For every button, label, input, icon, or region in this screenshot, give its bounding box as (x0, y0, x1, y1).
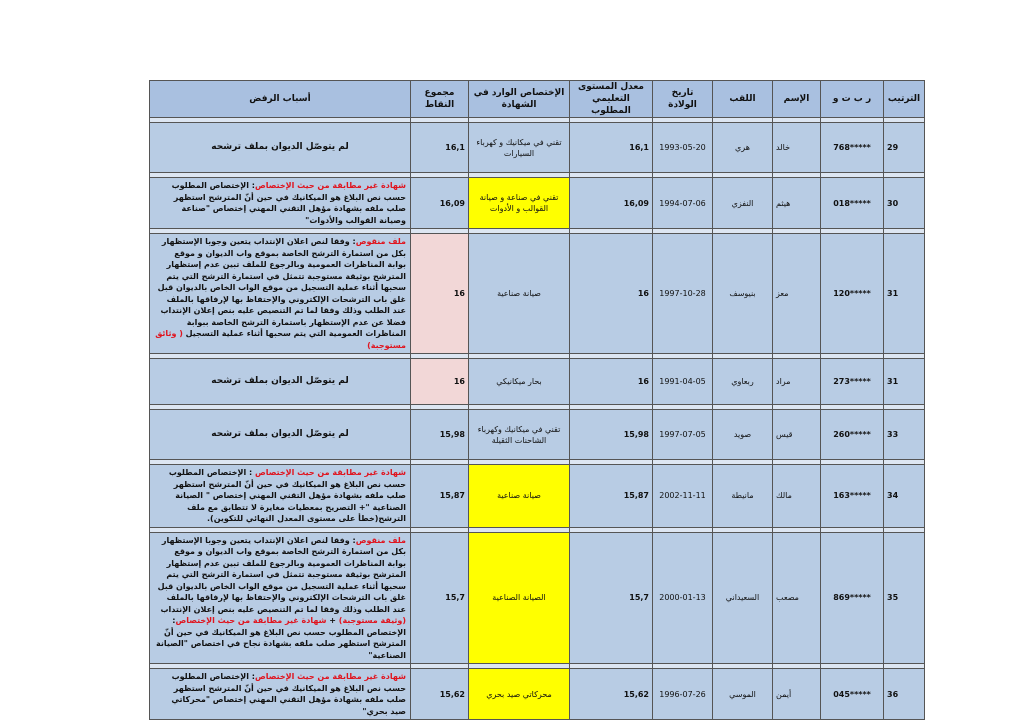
gpa-cell: 16 (570, 234, 653, 354)
gpa-cell: 15,62 (570, 669, 653, 720)
specialty-cell: تقني في ميكانيك وكهرباء الشاحنات الثقيلة (469, 410, 570, 460)
rank-cell: 31 (884, 359, 925, 405)
table-body (150, 118, 925, 720)
name-cell: مالك (773, 465, 821, 528)
surname-cell: النفزي (713, 178, 773, 229)
reason-text: : وفقا لنص اعلان الإنتداب يتعين وجوبا الإستظهار بكل من استمارة الترشح الخاصة بموقع واب الديوان و موقع بوابة المناظرات العمومية وبالرجوع للملف تبين عدم إستظهار المترشح بوثيقة مستوجبة تتمثل في استمارة الترشح التي يتم سحبها أثناء عملية التسجيل من موقع الواب الخاص بالديوان قبل غلق باب الترشحات الإلكتروني والإحتفاظ بها لإرفاقها بالملف عند الطلب وذلك وفقا لما تم التنصيص عليه بنص إعلان الإنتداب (157, 535, 406, 614)
points-cell: 16,1 (411, 123, 469, 173)
surname-cell: بنيوسف (713, 234, 773, 354)
header-surname: اللقب (713, 81, 773, 118)
id-cell: 768***** (821, 123, 884, 173)
table-row (150, 359, 925, 405)
specialty-cell: الصيانة الصناعية (469, 532, 570, 664)
reason-cell (150, 669, 411, 720)
rank-cell: 29 (884, 123, 925, 173)
reason-highlight: ( وثائق مستوجبة) (155, 329, 406, 350)
points-cell: 15,87 (411, 465, 469, 528)
header-reasons: أسباب الرفض (150, 81, 411, 118)
reason-highlight: شهادة غير مطابقة من حيث الإختصاص (254, 672, 406, 681)
specialty-cell: تقني في صناعة و صيانة القوالب و الأدوات (469, 178, 570, 229)
specialty-cell: تقني في ميكانيك و كهرباء السيارات (469, 123, 570, 173)
header-id: ر ب ت و (821, 81, 884, 118)
rank-cell: 35 (884, 532, 925, 664)
header-row (150, 81, 925, 118)
id-cell: 163***** (821, 465, 884, 528)
reason-text: + (326, 616, 339, 625)
gpa-cell: 16,1 (570, 123, 653, 173)
reason-cell (150, 359, 411, 405)
birth-date-cell: 1991-04-05 (653, 359, 713, 405)
table-row (150, 123, 925, 173)
reason-cell (150, 410, 411, 460)
points-cell: 15,7 (411, 532, 469, 664)
id-cell: 260***** (821, 410, 884, 460)
reason-highlight: شهادة غير مطابقة من حيث الإختصاص (254, 181, 406, 190)
reason-highlight: ملف منقوص (355, 535, 406, 545)
surname-cell: السعيداني (713, 532, 773, 664)
rejection-table (149, 80, 925, 720)
points-cell: 15,62 (411, 669, 469, 720)
points-cell: 16 (411, 359, 469, 405)
birth-date-cell: 1993-05-20 (653, 123, 713, 173)
name-cell: أيمن (773, 669, 821, 720)
table-row (150, 669, 925, 720)
birth-date-cell: 2000-01-13 (653, 532, 713, 664)
header-name: الإسم (773, 81, 821, 118)
table-row (150, 532, 925, 664)
rank-cell: 34 (884, 465, 925, 528)
reason-highlight: (وثيقة مستوجبة) (338, 616, 406, 625)
table-row (150, 234, 925, 354)
name-cell: معز (773, 234, 821, 354)
rank-cell: 33 (884, 410, 925, 460)
reason-cell (150, 465, 411, 528)
specialty-cell: صيانة صناعية (469, 234, 570, 354)
reason-cell (150, 234, 411, 354)
gpa-cell: 16,09 (570, 178, 653, 229)
reason-cell (150, 123, 411, 173)
birth-date-cell: 1996-07-26 (653, 669, 713, 720)
reason-text: : الإختصاص المطلوب حسب نص البلاغ هو الميكانيك في حين أنّ المترشح استظهر صلب ملفه بشهادة مؤهل التقني المهني إختصاص " الصيانة الصناعية "+ التصريح بمعطيات مغايرة لا تتطابق مع ملف الترشح(خطأ على مستوى المعدل النهائي للتكوين). (168, 468, 406, 523)
id-cell: 869***** (821, 532, 884, 664)
gpa-cell: 15,98 (570, 410, 653, 460)
specialty-cell: صيانة صناعية (469, 465, 570, 528)
rank-cell: 30 (884, 178, 925, 229)
reason-text: : الإختصاص المطلوب حسب نص البلاغ هو الميكانيك في حين أنّ المترشح استظهر صلب ملفه بشهادة مؤهل التقني المهني إختصاص "محركاتي صيد بحري" (171, 672, 406, 716)
surname-cell: الموسي (713, 669, 773, 720)
name-cell: قيس (773, 410, 821, 460)
name-cell: مراد (773, 359, 821, 405)
id-cell: 120***** (821, 234, 884, 354)
header-points: مجموع النقاط (411, 81, 469, 118)
specialty-cell: بحار ميكانيكي (469, 359, 570, 405)
gpa-cell: 16 (570, 359, 653, 405)
id-cell: 273***** (821, 359, 884, 405)
reason-cell (150, 178, 411, 229)
gpa-cell: 15,7 (570, 532, 653, 664)
points-cell: 15,98 (411, 410, 469, 460)
surname-cell: مانيطة (713, 465, 773, 528)
birth-date-cell: 1997-07-05 (653, 410, 713, 460)
reason-highlight: شهادة غير مطابقة من حيث الإختصاص (254, 468, 406, 477)
gpa-cell: 15,87 (570, 465, 653, 528)
reason-text: : وفقا لنص اعلان الإنتداب يتعين وجوبا الإستظهار بكل من استمارة الترشح الخاصة بموقع واب الديوان و موقع بوابة المناظرات العمومية وبالرجوع للملف تبين عدم إستظهار المترشح بوثيقة مستوجبة تتمثل في استمارة الترشح التي يتم سحبها أثناء عملية التسجيل من موقع الواب الخاص بالديوان قبل غلق باب الترشحات الإلكتروني والإحتفاظ بها لإرفاقها بالملف عند الطلب وذلك وفقا لما تم التنصيص عليه بنص إعلان الإنتداب فضلا عن عدم الإستظهار باستمارة الترشح الخاصة ببوابة المناظرات العمومية التي يتم سحبها أثناء عملية التسجيل (157, 237, 406, 338)
specialty-cell: محركاتي صيد بحري (469, 669, 570, 720)
id-cell: 018***** (821, 178, 884, 229)
points-cell: 16 (411, 234, 469, 354)
reason-text: لم يتوصّل الديوان بملف ترشحه (211, 428, 349, 439)
table-row (150, 178, 925, 229)
surname-cell: ربعاوي (713, 359, 773, 405)
reason-cell (150, 532, 411, 664)
name-cell: مصعب (773, 532, 821, 664)
name-cell: هيثم (773, 178, 821, 229)
reason-text: : الإختصاص المطلوب حسب نص البلاغ هو الميكانيك في حين أنّ المترشح استظهر صلب ملفه بشهادة مؤهل التقني المهني إختصاص "صناعة وصيانة القوالب والأدوات" (171, 181, 406, 225)
birth-date-cell: 1997-10-28 (653, 234, 713, 354)
reason-highlight: شهادة غير مطابقة من حيث الإختصاص (175, 616, 327, 625)
rank-cell: 36 (884, 669, 925, 720)
reason-highlight: ملف منقوص (355, 237, 406, 246)
name-cell: خالد (773, 123, 821, 173)
reason-text: لم يتوصّل الديوان بملف ترشحه (211, 141, 349, 152)
header-gpa: معدل المستوى التعليمي المطلوب (570, 81, 653, 118)
header-rank: الترتيب (884, 81, 925, 118)
table-row (150, 410, 925, 460)
surname-cell: هري (713, 123, 773, 173)
id-cell: 045***** (821, 669, 884, 720)
reason-text: : الإختصاص المطلوب حسب نص البلاغ هو الميكانيك في حين أنّ المترشح استظهر صلب ملفه بشهادة نجاح في اختصاص "الصيانة الصناعية" (156, 616, 406, 660)
rank-cell: 31 (884, 234, 925, 354)
header-birth: تاريخ الولادة (653, 81, 713, 118)
birth-date-cell: 2002-11-11 (653, 465, 713, 528)
reason-text: لم يتوصّل الديوان بملف ترشحه (211, 375, 349, 386)
points-cell: 16,09 (411, 178, 469, 229)
header-specialty: الإختصاص الوارد في الشهادة (469, 81, 570, 118)
table-row (150, 465, 925, 528)
birth-date-cell: 1994-07-06 (653, 178, 713, 229)
surname-cell: صويد (713, 410, 773, 460)
